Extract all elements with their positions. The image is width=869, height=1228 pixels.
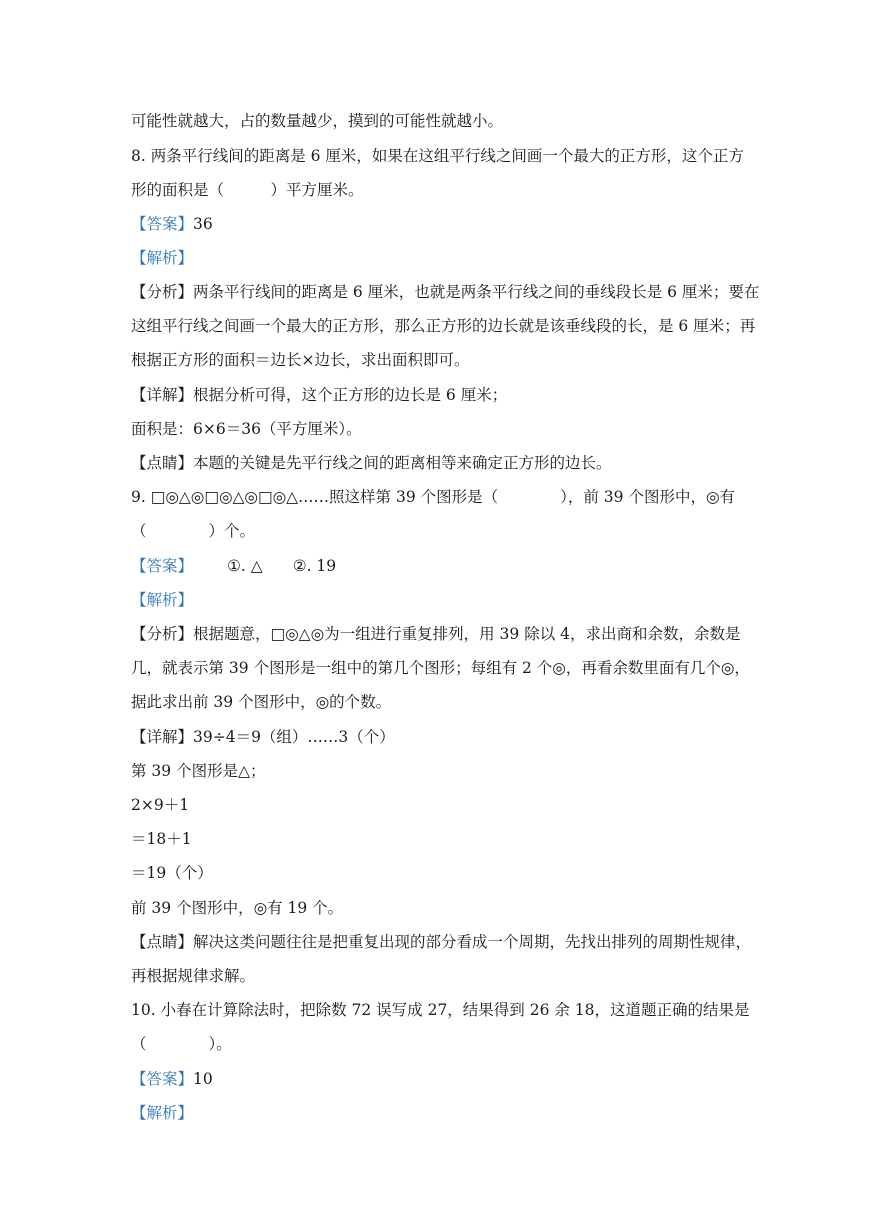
q8-xiangjie-line-2: 面积是：6×6＝36（平方厘米）。 (131, 420, 362, 438)
q8-analysis-tag: 【解析】 (131, 249, 194, 267)
paragraph-intro-tail: 可能性就越大，占的数量越少，摸到的可能性就越小。 (131, 112, 504, 130)
q9-xiangjie-line-5: ＝19（个） (131, 864, 213, 882)
q9-xiangjie-line-6: 前 39 个图形中，◎有 19 个。 (131, 899, 344, 917)
q9-fenxi-line-2: 几，就表示第 39 个图形是一组中的第几个图形；每组有 2 个◎，再看余数里面有几个◎， (131, 659, 750, 677)
q9-fenxi-line-1: 【分析】根据题意，□◎△◎为一组进行重复排列，用 39 除以 4，求出商和余数，余数是 (131, 625, 741, 643)
q8-answer-value: 36 (193, 215, 213, 233)
q9-xiangjie-line-4: ＝18＋1 (131, 830, 192, 848)
q9-answer-2: ②. 19 (292, 557, 337, 575)
q9-answer (131, 556, 336, 576)
q10-analysis-tag: 【解析】 (131, 1104, 194, 1122)
q8-fenxi-line-3: 根据正方形的面积＝边长×边长，求出面积即可。 (131, 351, 470, 369)
q8-answer (131, 214, 213, 234)
q9-xiangjie-line-1: 【详解】39÷4＝9（组）……3（个） (131, 728, 395, 746)
q10-question-line-1: 10. 小春在计算除法时，把除数 72 误写成 27，结果得到 26 余 18，这道题正确的结果是 (131, 1001, 750, 1019)
q8-fenxi-line-1: 【分析】两条平行线间的距离是 6 厘米，也就是两条平行线之间的垂线段长是 6 厘米；要在 (131, 283, 760, 301)
q9-dianjing-line-2: 再根据规律求解。 (131, 967, 256, 985)
q10-answer-value: 10 (193, 1070, 213, 1088)
q10-answer (131, 1069, 213, 1089)
q9-xiangjie-line-2: 第 39 个图形是△； (131, 762, 266, 780)
q8-dianjing: 【点睛】本题的关键是先平行线之间的距离相等来确定正方形的边长。 (131, 454, 612, 472)
q9-question-line-1: 9. □◎△◎□◎△◎□◎△……照这样第 39 个图形是（ ），前 39 个图形中，◎有 (131, 488, 735, 506)
q9-xiangjie-line-3: 2×9＋1 (131, 796, 190, 814)
q8-xiangjie-line-1: 【详解】根据分析可得，这个正方形的边长是 6 厘米； (131, 386, 508, 404)
q8-question-line-1: 8. 两条平行线间的距离是 6 厘米，如果在这组平行线之间画一个最大的正方形，这个正方 (131, 147, 744, 165)
q9-fenxi-line-3: 据此求出前 39 个图形中，◎的个数。 (131, 693, 392, 711)
q9-question-line-2: （ ）个。 (131, 522, 256, 540)
answer-tag: 【答案】 (131, 215, 194, 233)
q9-dianjing-line-1: 【点睛】解决这类问题往往是把重复出现的部分看成一个周期，先找出排列的周期性规律， (131, 933, 752, 951)
q8-question-line-2: 形的面积是（ ）平方厘米。 (131, 181, 364, 199)
q8-fenxi-line-2: 这组平行线之间画一个最大的正方形，那么正方形的边长就是该垂线段的长，是 6 厘米；再 (131, 317, 756, 335)
q9-answer-1: ①. △ (227, 557, 263, 575)
answer-tag: 【答案】 (131, 1070, 194, 1088)
q10-question-line-2: （ ）。 (131, 1035, 232, 1053)
q9-analysis-tag: 【解析】 (131, 591, 194, 609)
answer-tag: 【答案】 (131, 557, 194, 575)
